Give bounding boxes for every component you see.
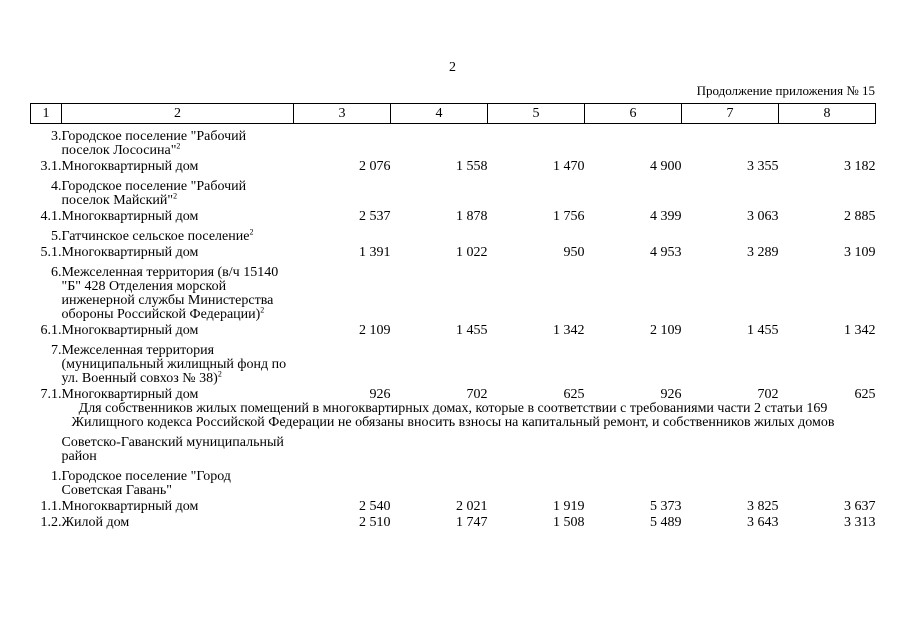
- value-cell: 3 637: [844, 499, 876, 514]
- value-cell: 4 399: [650, 209, 682, 224]
- value-cell: 3 355: [747, 159, 779, 174]
- footnote-marker: 2: [176, 141, 181, 151]
- empty-cell: [779, 124, 876, 159]
- value-cell: 2 109: [650, 323, 682, 338]
- footnote-marker: 2: [249, 227, 254, 237]
- column-header: 3: [294, 104, 391, 124]
- row-number: 5.1.: [40, 245, 62, 260]
- value-cell: 1 919: [553, 499, 585, 514]
- empty-cell: [391, 174, 488, 208]
- value-cell: 4 953: [650, 245, 682, 260]
- value-cell: 3 289: [747, 245, 779, 260]
- empty-cell: [294, 224, 391, 244]
- tariff-table: [30, 103, 876, 530]
- value-cell: 1 342: [553, 323, 585, 338]
- row-name: Многоквартирный дом: [61, 387, 199, 402]
- empty-cell: [779, 464, 876, 498]
- row-number: 6.: [51, 265, 62, 280]
- row-name: Многоквартирный дом: [61, 499, 199, 514]
- section-name: Гатчинское сельское поселение$^2$: [61, 227, 254, 244]
- value-cell: 1 878: [456, 209, 488, 224]
- row-number: 5.: [51, 229, 62, 244]
- table-row: [31, 498, 876, 514]
- empty-cell: [585, 338, 682, 386]
- table-row: [31, 244, 876, 260]
- section-name: Межселенная территория (муниципальный жилищный фонд по ул. Военный совхоз № 38)$^2$: [61, 343, 287, 386]
- value-cell: 3 063: [747, 209, 779, 224]
- row-number: 1.2.: [40, 515, 62, 530]
- empty-cell: [488, 224, 585, 244]
- value-cell: 5 489: [650, 515, 682, 530]
- row-name: Жилой дом: [61, 515, 130, 530]
- column-header: 8: [779, 104, 876, 124]
- footnote-marker: 2: [173, 191, 178, 201]
- section-name: Городское поселение "Рабочий поселок Майский"$^2$: [61, 179, 247, 208]
- value-cell: 2 537: [359, 209, 391, 224]
- empty-cell: [294, 260, 391, 322]
- empty-cell: [779, 430, 876, 464]
- empty-cell: [682, 260, 779, 322]
- row-number: 4.: [51, 179, 62, 194]
- section-name: Городское поселение "Город Советская Гавань": [61, 469, 231, 498]
- empty-cell: [682, 174, 779, 208]
- value-cell: 2 021: [456, 499, 488, 514]
- value-cell: 3 182: [844, 159, 876, 174]
- value-cell: 2 885: [844, 209, 876, 224]
- column-numbers-header: [31, 104, 876, 124]
- empty-cell: [391, 338, 488, 386]
- footnote-marker: 2: [260, 305, 265, 315]
- section-row: [31, 224, 876, 244]
- column-header: 7: [682, 104, 779, 124]
- value-cell: 1 558: [456, 159, 488, 174]
- row-name: Многоквартирный дом: [61, 209, 199, 224]
- value-cell: 2 510: [359, 515, 391, 530]
- value-cell: 3 825: [747, 499, 779, 514]
- row-name: Многоквартирный дом: [61, 159, 199, 174]
- value-cell: 1 342: [844, 323, 876, 338]
- value-cell: 1 470: [553, 159, 585, 174]
- table-row: [31, 158, 876, 174]
- empty-cell: [488, 174, 585, 208]
- row-number: 1.1.: [40, 499, 62, 514]
- column-header: 4: [391, 104, 488, 124]
- value-cell: 5 373: [650, 499, 682, 514]
- empty-cell: [779, 338, 876, 386]
- value-cell: 1 455: [747, 323, 779, 338]
- value-cell: 950: [563, 245, 585, 260]
- empty-cell: [585, 174, 682, 208]
- empty-cell: [779, 174, 876, 208]
- empty-cell: [391, 224, 488, 244]
- empty-cell: [294, 174, 391, 208]
- note-row: [31, 402, 876, 430]
- row-number: [31, 430, 62, 464]
- value-cell: 926: [660, 387, 682, 402]
- section-name: Межселенная территория (в/ч 15140 "Б" 428 Отделения морской инженерной службы Министерства обороны Российской Федерации)$^2$: [61, 265, 279, 322]
- empty-cell: [391, 260, 488, 322]
- value-cell: 625: [563, 387, 585, 402]
- row-number: 1.: [51, 469, 62, 484]
- value-cell: 3 643: [747, 515, 779, 530]
- value-cell: 3 313: [844, 515, 876, 530]
- row-number: 7.1.: [40, 387, 62, 402]
- table-row: [31, 208, 876, 224]
- empty-cell: [488, 430, 585, 464]
- empty-cell: [585, 430, 682, 464]
- empty-cell: [391, 430, 488, 464]
- empty-cell: [779, 260, 876, 322]
- column-header: 1: [31, 104, 62, 124]
- value-cell: 1 756: [553, 209, 585, 224]
- empty-cell: [585, 464, 682, 498]
- value-cell: 2 540: [359, 499, 391, 514]
- empty-cell: [294, 430, 391, 464]
- value-cell: 625: [854, 387, 876, 402]
- empty-cell: [682, 338, 779, 386]
- section-row: [31, 174, 876, 208]
- empty-cell: [294, 464, 391, 498]
- empty-cell: [488, 260, 585, 322]
- empty-cell: [488, 464, 585, 498]
- value-cell: 3 109: [844, 245, 876, 260]
- empty-cell: [488, 338, 585, 386]
- empty-cell: [779, 224, 876, 244]
- value-cell: 926: [369, 387, 391, 402]
- value-cell: 1 022: [456, 245, 488, 260]
- column-header: 2: [62, 104, 294, 124]
- section-row: [31, 260, 876, 322]
- value-cell: 702: [757, 387, 779, 402]
- note-text: [31, 402, 876, 430]
- empty-cell: [585, 124, 682, 159]
- row-number: 4.1.: [40, 209, 62, 224]
- empty-cell: [682, 430, 779, 464]
- empty-cell: [682, 124, 779, 159]
- value-cell: 1 391: [359, 245, 391, 260]
- row-name: Многоквартирный дом: [61, 245, 199, 260]
- section-name: Городское поселение "Рабочий поселок Лососина"$^2$: [61, 129, 247, 158]
- empty-cell: [391, 124, 488, 159]
- value-cell: 2 076: [359, 159, 391, 174]
- value-cell: 4 900: [650, 159, 682, 174]
- page-number: 2: [449, 60, 456, 75]
- value-cell: 2 109: [359, 323, 391, 338]
- section-row: [31, 124, 876, 159]
- empty-cell: [682, 464, 779, 498]
- table-row: [31, 386, 876, 402]
- table-row: [31, 322, 876, 338]
- value-cell: 1 508: [553, 515, 585, 530]
- empty-cell: [682, 224, 779, 244]
- empty-cell: [391, 464, 488, 498]
- continuation-label: Продолжение приложения № 15: [696, 83, 875, 98]
- row-number: 3.1.: [40, 159, 62, 174]
- row-number: 6.1.: [40, 323, 62, 338]
- row-number: 3.: [51, 129, 62, 144]
- value-cell: 702: [466, 387, 488, 402]
- empty-cell: [585, 224, 682, 244]
- empty-cell: [585, 260, 682, 322]
- section-name: Советско-Гаванский муниципальный район: [61, 435, 284, 464]
- note-line-1: Для собственников жилых помещений в многоквартирных домах, которые в соответствии с требованиями части 2 статьи 169: [78, 401, 828, 416]
- empty-cell: [294, 124, 391, 159]
- section-row: [31, 338, 876, 386]
- column-header: 5: [488, 104, 585, 124]
- section-row: [31, 430, 876, 464]
- note-line-2: Жилищного кодекса Российской Федерации не обязаны вносить взносы на капитальный ремонт, и собственников жилых домов: [71, 415, 835, 430]
- table-row: [31, 514, 876, 530]
- value-cell: 1 455: [456, 323, 488, 338]
- empty-cell: [488, 124, 585, 159]
- empty-cell: [294, 338, 391, 386]
- column-header: 6: [585, 104, 682, 124]
- footnote-marker: 2: [217, 369, 222, 379]
- row-name: Многоквартирный дом: [61, 323, 199, 338]
- value-cell: 1 747: [456, 515, 488, 530]
- section-row: [31, 464, 876, 498]
- row-number: 7.: [51, 343, 62, 358]
